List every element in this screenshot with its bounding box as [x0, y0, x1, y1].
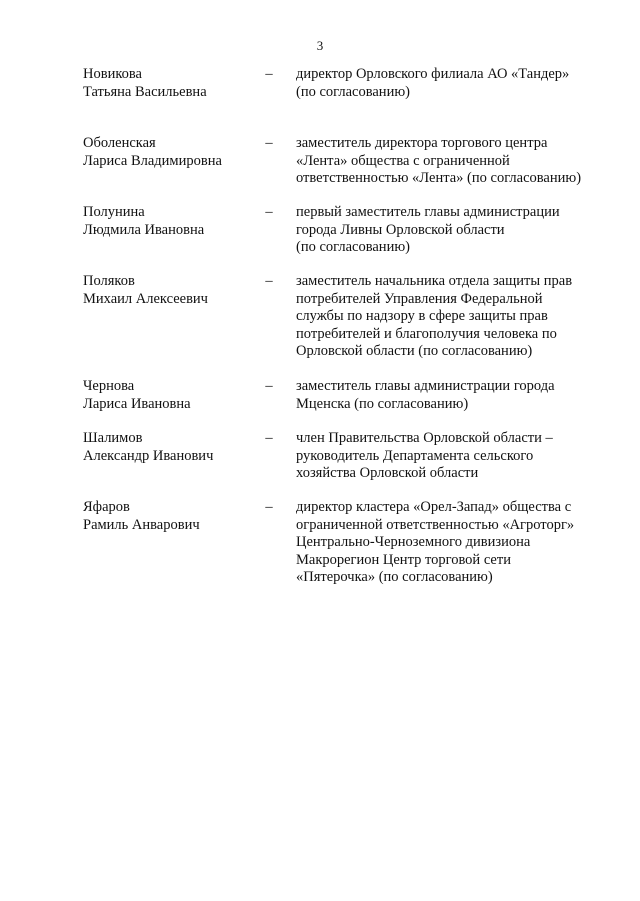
- position-line: хозяйства Орловской области: [296, 465, 479, 481]
- position-line: ограниченной ответственностью «Агроторг»: [296, 516, 575, 533]
- position-line: Мценска (по согласованию): [296, 395, 469, 412]
- member-name: [83, 204, 258, 239]
- position-line: «Лента» общества с ограниченной: [296, 152, 510, 169]
- separator-dash: –: [265, 273, 273, 289]
- member-surname: Поляков: [83, 273, 135, 289]
- member-surname: Чернова: [83, 378, 135, 394]
- member-name: [83, 378, 258, 413]
- position-line: Макрорегион Центр торговой сети: [296, 551, 511, 568]
- member-position: [296, 430, 601, 483]
- member-position: [296, 204, 601, 257]
- member-surname: Яфаров: [83, 499, 130, 515]
- position-line: потребителей Управления Федеральной: [296, 290, 543, 307]
- member-given-names: Рамиль Анварович: [83, 516, 200, 533]
- separator-dash: –: [265, 499, 273, 515]
- member-surname: Оболенская: [83, 135, 156, 151]
- member-given-names: Татьяна Васильевна: [83, 83, 207, 100]
- member-given-names: Лариса Ивановна: [83, 395, 191, 412]
- member-name: [83, 430, 258, 465]
- member-name: [83, 135, 258, 170]
- member-position: [296, 273, 601, 361]
- separator-dash: –: [265, 204, 273, 220]
- member-position: [296, 135, 601, 188]
- position-line: (по согласованию): [296, 83, 410, 100]
- member-surname: Шалимов: [83, 430, 143, 446]
- member-given-names: Лариса Владимировна: [83, 152, 222, 169]
- position-line: города Ливны Орловской области: [296, 221, 505, 238]
- separator-dash: –: [265, 430, 273, 446]
- position-line: первый заместитель главы администрации: [296, 204, 560, 220]
- position-line: заместитель главы администрации города: [296, 378, 555, 394]
- position-line: (по согласованию): [296, 239, 410, 255]
- separator-dash: –: [265, 135, 273, 151]
- position-line: «Пятерочка» (по согласованию): [296, 569, 493, 585]
- position-line: заместитель начальника отдела защиты прав: [296, 273, 573, 289]
- separator-dash: –: [265, 66, 273, 82]
- member-given-names: Александр Иванович: [83, 447, 214, 464]
- position-line: Центрально-Черноземного дивизиона: [296, 534, 531, 550]
- position-line: заместитель директора торгового центра: [296, 135, 548, 151]
- member-surname: Новикова: [83, 66, 142, 82]
- member-name: [83, 66, 258, 101]
- position-line: ответственностью «Лента» (по согласованию): [296, 170, 582, 186]
- member-name: [83, 499, 258, 534]
- position-line: службы по надзору в сфере защиты прав: [296, 308, 548, 324]
- member-position: [296, 378, 601, 413]
- member-given-names: Людмила Ивановна: [83, 221, 205, 238]
- member-position: [296, 66, 601, 101]
- member-surname: Полунина: [83, 204, 145, 220]
- page-number: 3: [316, 38, 324, 53]
- separator-dash: –: [265, 378, 273, 394]
- position-line: Орловской области (по согласованию): [296, 343, 533, 359]
- member-given-names: Михаил Алексеевич: [83, 290, 208, 307]
- member-name: [83, 273, 258, 308]
- position-line: директор Орловского филиала АО «Тандер»: [296, 66, 570, 82]
- position-line: потребителей и благополучия человека по: [296, 325, 557, 342]
- position-line: член Правительства Орловской области –: [296, 430, 553, 446]
- position-line: директор кластера «Орел-Запад» общества с: [296, 499, 572, 515]
- position-line: руководитель Департамента сельского: [296, 447, 534, 464]
- member-position: [296, 499, 601, 587]
